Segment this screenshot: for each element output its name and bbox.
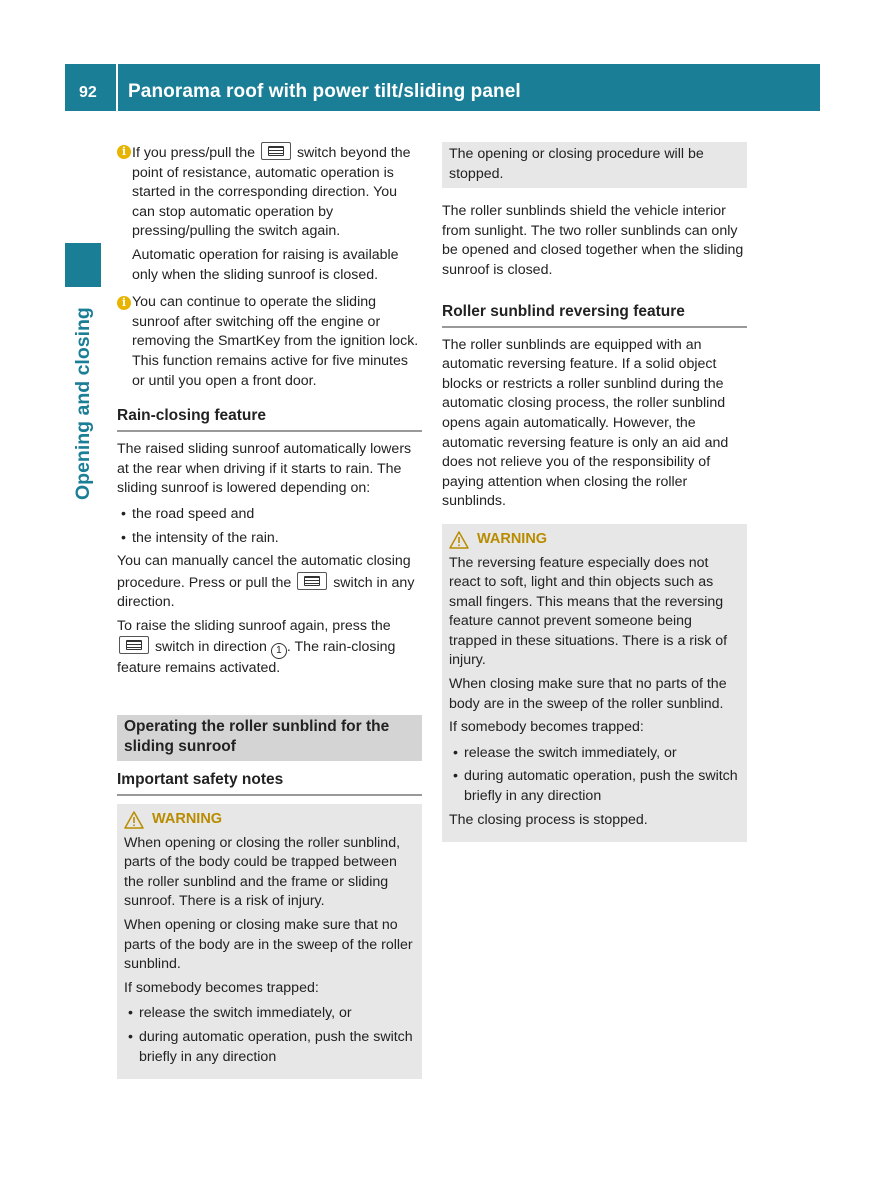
header-divider bbox=[116, 64, 118, 111]
bullet-list bbox=[124, 1004, 415, 1067]
paragraph: When opening or closing the roller sunblind, parts of the body could be trapped between the roller sunblind and the frame or sliding sunroof. There is a risk of injury. bbox=[124, 834, 401, 910]
direction-one-icon: 1 bbox=[271, 643, 287, 659]
note-text: Automatic operation for raising is available only when the sliding sunroof is closed. bbox=[132, 246, 399, 283]
warning-triangle-icon bbox=[124, 811, 144, 829]
right-column bbox=[442, 142, 747, 842]
paragraph: When closing make sure that no parts of the body are in the sweep of the roller sunblind. bbox=[449, 676, 727, 712]
left-column bbox=[117, 142, 422, 1079]
switch-icon bbox=[261, 142, 291, 160]
paragraph: The roller sunblinds shield the vehicle interior from sunlight. The two roller sunblinds can only be opened and closed together when the sliding sunroof is closed. bbox=[442, 203, 744, 278]
paragraph: You can manually cancel the automatic closing procedure. Press or pull the switch in any direction. bbox=[117, 553, 415, 611]
info-icon: i bbox=[117, 296, 131, 310]
side-tab-label: Opening and closing bbox=[72, 307, 94, 500]
paragraph: The raised sliding sunroof automatically lowers at the rear when driving if it starts to rain. The sliding sunroof is lowered depending on: bbox=[117, 441, 412, 497]
info-note bbox=[117, 293, 422, 391]
page-header bbox=[65, 64, 820, 111]
paragraph: The reversing feature especially does not react to soft, light and thin objects such as small fingers. This means that the reversing feature cannot prevent someone being trapped in these situations. There is a risk of injury. bbox=[449, 554, 728, 669]
paragraph: If somebody becomes trapped: bbox=[124, 979, 319, 996]
warning-box bbox=[442, 524, 747, 842]
list-item: • during automatic operation, push the switch briefly in any direction bbox=[124, 1028, 415, 1067]
paragraph: The opening or closing procedure will be stopped. bbox=[449, 146, 704, 182]
section-heading: Important safety notes bbox=[117, 771, 422, 796]
list-item: • release the switch immediately, or bbox=[449, 744, 740, 764]
paragraph: The closing process is stopped. bbox=[449, 811, 648, 828]
page-number: 92 bbox=[79, 84, 97, 101]
continued-warning-box bbox=[442, 142, 747, 188]
list-item: • the intensity of the rain. bbox=[117, 529, 422, 549]
side-tab-marker bbox=[65, 243, 101, 287]
info-note bbox=[117, 142, 422, 242]
bullet-list bbox=[449, 744, 740, 807]
note-text: You can continue to operate the sliding sunroof after switching off the engine or removing the SmartKey from the ignition lock. This function remains active for five minutes or until you open a front door. bbox=[132, 294, 419, 389]
note-text: If you press/pull the bbox=[132, 145, 256, 161]
section-heading: Rain-closing feature bbox=[117, 407, 422, 432]
warning-heading: WARNING bbox=[124, 810, 415, 830]
paragraph: If somebody becomes trapped: bbox=[449, 719, 644, 736]
switch-icon bbox=[119, 636, 149, 654]
warning-box bbox=[117, 804, 422, 1079]
info-icon: i bbox=[117, 145, 131, 159]
warning-heading: WARNING bbox=[449, 530, 740, 550]
bullet-list bbox=[117, 505, 422, 548]
paragraph: The roller sunblinds are equipped with an automatic reversing feature. If a solid object blocks or restricts a roller sunblind during the automatic closing process, the roller sunblind opens again automatically. However, the automatic reversing feature is only an aid and does not relieve you of the responsibility of paying attention when closing the roller sunblinds. bbox=[442, 336, 729, 510]
list-item: • during automatic operation, push the switch briefly in any direction bbox=[449, 767, 740, 806]
chapter-heading-box bbox=[117, 715, 422, 761]
warning-triangle-icon bbox=[449, 531, 469, 549]
switch-icon bbox=[297, 572, 327, 590]
section-heading: Roller sunblind reversing feature bbox=[442, 303, 747, 328]
note-text: switch beyond the point of resistance, automatic operation is started in the corresponding direction. You can stop automatic operation by pressing/pulling the switch again. bbox=[132, 145, 411, 240]
chapter-heading: Operating the roller sunblind for the sliding sunroof bbox=[124, 718, 390, 756]
paragraph: To raise the sliding sunroof again, press the switch in direction 1 . The rain-closing feature remains activated. bbox=[117, 617, 396, 677]
list-item: • release the switch immediately, or bbox=[124, 1004, 415, 1024]
page-title: Panorama roof with power tilt/sliding panel bbox=[128, 81, 521, 102]
info-note-continued bbox=[117, 246, 422, 285]
list-item: • the road speed and bbox=[117, 505, 422, 525]
paragraph: When opening or closing make sure that no parts of the body are in the sweep of the roller sunblind. bbox=[124, 917, 413, 973]
